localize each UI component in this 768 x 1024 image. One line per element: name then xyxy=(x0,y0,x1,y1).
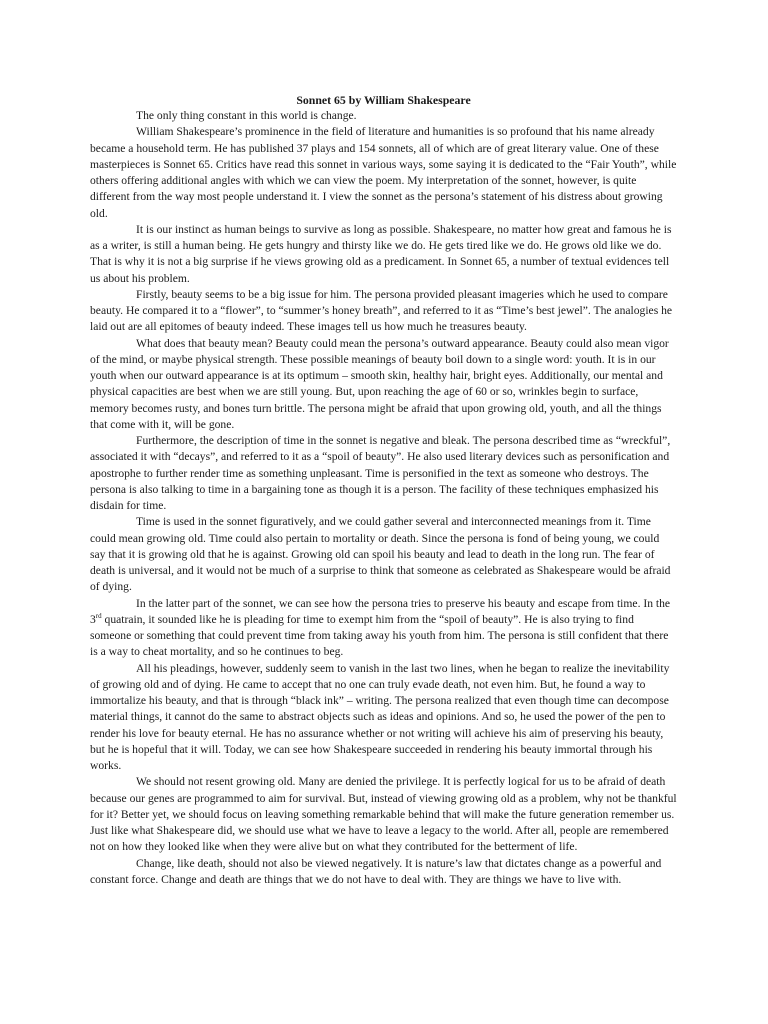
paragraph-instinct: It is our instinct as human beings to survive as long as possible. Shakespeare, no matter how great and famous he is as a writer, is still a human being. He gets hungry and thirsty like we do. He gets tired like we do. He grows old like we do. That is why it is not a big surprise if he views growing old as a predicament. In Sonnet 65, a number of textual evidences tell us about his problem. xyxy=(90,222,672,285)
paragraph-beauty: Firstly, beauty seems to be a big issue for him. The persona provided pleasant imageries which he used to compare beauty. He compared it to a “flower”, to “summer’s honey breath”, and referred to it as “Time’s best jewel”. The analogies he laid out are all epitomes of beauty indeed. These images tell us how much he treasures beauty. xyxy=(90,287,673,334)
paragraph-time-description: Furthermore, the description of time in the sonnet is negative and bleak. The persona described time as “wreckful”, associated it with “decays”, and referred to it as a “spoil of beauty”. He also used literary devices such as personification and apostrophe to further render time as something unpleasant. Time is personified in the text as someone who destroys. The persona is also talking to time in a bargaining tone as though it is a person. The facility of these techniques emphasized his disdain for time. xyxy=(90,434,671,512)
paragraph-time-figurative: Time is used in the sonnet figuratively, and we could gather several and interconnected meanings from it. Time could mean growing old. Time could also pertain to mortality or death. Since the persona is fond of being young, we could say that it is growing old that he is against. Growing old can spoil his beauty and lead to death in the long run. The fear of death is universal, and it would not be much of a surprise to think that someone as celebrated as Shakespeare would be afraid of dying. xyxy=(90,515,671,594)
paragraph-beauty-meaning: What does that beauty mean? Beauty could mean the persona’s outward appearance. Beauty could also mean vigor of the mind, or maybe physical strength. These possible meanings of beauty boil down to a single word: youth. It is in our youth when our outward appearance is at its optimum – smooth skin, healthy hair, bright eyes. Additionally, our mental and physical capacities are best when we are still young. But, upon reaching the age of 60 or so, wrinkles begin to surface, memory becomes rusty, and bones turn brittle. The persona might be afraid that upon growing old, youth, and all the things that come with it, will be gone. xyxy=(90,336,669,431)
document-page xyxy=(90,92,677,888)
paragraph-intro: The only thing constant in this world is change. xyxy=(136,109,357,122)
paragraph-latter-part: In the latter part of the sonnet, we can see how the persona tries to preserve his beauty and escape from time. In the 3rd quatrain, it sounded like he is pleading for time to exempt him from the “spoil of beauty”. He is also trying to find someone or something that could prevent time from taking away his youth from him. The persona is still confident that there is a way to cheat mortality, and so he continues to beg. xyxy=(90,596,671,659)
paragraph-growing-old: We should not resent growing old. Many are denied the privilege. It is perfectly logical for us to be afraid of death because our genes are programmed to aim for survival. But, instead of viewing growing old as a problem, why not be thankful for it? Better yet, we should focus on leaving something remarkable behind that will make the future generation remember us. Just like what Shakespeare did, we should use what we have to leave a legacy to the world. After all, people are remembered not on how they looked like when they were alive but on what they contributed for the betterment of life. xyxy=(90,775,677,854)
paragraph-prominence: William Shakespeare’s prominence in the field of literature and humanities is so profound that his name already became a household term. He has published 37 plays and 154 sonnets, all of which are of great literary value. One of these masterpieces is Sonnet 65. Critics have read this sonnet in various ways, some saying it is dedicated to the “Fair Youth”, while others offering additional angles with which we can view the poem. My interpretation of the sonnet, however, is quite different from the way most people understand it. I view the sonnet as the persona’s statement of his distress about growing old. xyxy=(90,125,677,220)
document-title: Sonnet 65 by William Shakespeare xyxy=(296,93,471,107)
paragraph-change: Change, like death, should not also be viewed negatively. It is nature’s law that dictates change as a powerful and constant force. Change and death are things that we do not have to deal with. They are things we have to live with. xyxy=(90,856,662,886)
paragraph-pleadings: All his pleadings, however, suddenly seem to vanish in the last two lines, when he began to realize the inevitability of growing old and of dying. He came to accept that no one can truly evade death, not even him. But, he found a way to immortalize his beauty, and that is through “black ink” – writing. The persona realized that even though time can decompose material things, it cannot do the same to abstract objects such as ideas and opinions. And so, he used the power of the pen to render his love for beauty eternal. He has no assurance whether or not writing will achieve his aim of preserving his beauty, but he is hopeful that it will. Today, we can see how Shakespeare succeeded in rendering his beauty immortal through his works. xyxy=(90,661,670,772)
